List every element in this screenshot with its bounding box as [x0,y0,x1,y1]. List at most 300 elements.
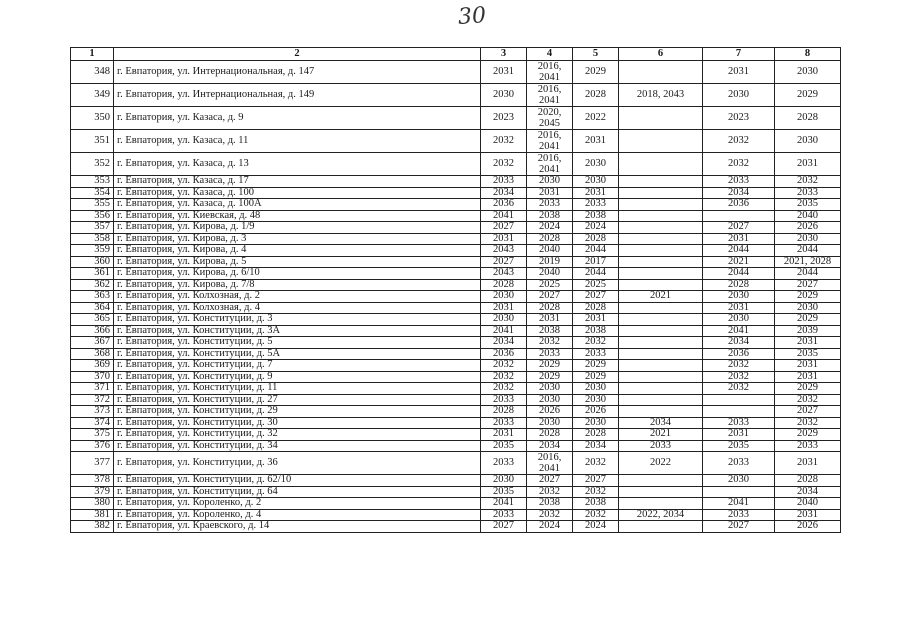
row-number-cell: 363 [71,291,114,303]
schedule-table [70,47,841,533]
year-cell: 2032 [481,153,527,176]
year-cell [619,394,703,406]
year-cell: 2031 [527,314,573,326]
address-cell: г. Евпатория, ул. Конституции, д. 3А [114,325,481,337]
year-cell: 2032 [481,130,527,153]
year-cell: 2031 [573,314,619,326]
year-cell: 2029 [527,360,573,372]
row-number-cell: 350 [71,107,114,130]
address-cell: г. Евпатория, ул. Колхозная, д. 2 [114,291,481,303]
year-cell: 2022 [619,452,703,475]
year-cell: 2031 [703,233,775,245]
table-row [71,176,841,188]
year-cell: 2038 [527,325,573,337]
header-cell: 2 [114,48,481,61]
table-row [71,107,841,130]
table-row [71,256,841,268]
table-row [71,233,841,245]
address-cell: г. Евпатория, ул. Киевская, д. 48 [114,210,481,222]
year-cell: 2038 [573,325,619,337]
year-cell [703,406,775,418]
year-cell: 2044 [703,268,775,280]
year-cell: 2027 [775,406,841,418]
address-cell: г. Евпатория, ул. Интернациональная, д. 149 [114,84,481,107]
address-cell: г. Евпатория, ул. Конституции, д. 3 [114,314,481,326]
year-cell: 2032 [481,383,527,395]
year-cell: 2030 [775,233,841,245]
year-cell: 2028 [573,302,619,314]
year-cell [619,130,703,153]
year-cell [619,314,703,326]
year-cell: 2035 [481,440,527,452]
year-cell: 2036 [481,348,527,360]
year-cell: 2033 [703,452,775,475]
year-cell: 2031 [703,302,775,314]
year-cell: 2027 [481,222,527,234]
year-cell: 2021, 2028 [775,256,841,268]
year-cell [619,153,703,176]
year-cell: 2030 [527,417,573,429]
year-cell: 2022, 2034 [619,509,703,521]
year-cell: 2034 [775,486,841,498]
table-row [71,222,841,234]
table-row [71,187,841,199]
year-cell: 2033 [481,176,527,188]
year-cell: 2029 [527,371,573,383]
header-cell: 1 [71,48,114,61]
year-cell: 2033 [703,417,775,429]
row-number-cell: 356 [71,210,114,222]
year-cell: 2031 [527,187,573,199]
address-cell: г. Евпатория, ул. Конституции, д. 32 [114,429,481,441]
year-cell: 2033 [481,509,527,521]
address-cell: г. Евпатория, ул. Казаса, д. 100А [114,199,481,211]
year-cell [619,337,703,349]
address-cell: г. Евпатория, ул. Казаса, д. 11 [114,130,481,153]
year-cell: 2031 [775,360,841,372]
row-number-cell: 376 [71,440,114,452]
year-cell: 2016, 2041 [527,130,573,153]
address-cell: г. Евпатория, ул. Кирова, д. 3 [114,233,481,245]
year-cell: 2034 [573,440,619,452]
table-row [71,394,841,406]
year-cell: 2027 [703,521,775,533]
table-body [71,61,841,533]
year-cell: 2027 [527,475,573,487]
year-cell: 2028 [527,233,573,245]
year-cell [619,210,703,222]
table-row [71,268,841,280]
year-cell [619,268,703,280]
year-cell [703,210,775,222]
year-cell: 2031 [775,452,841,475]
year-cell: 2023 [481,107,527,130]
page-number: 30 [457,3,487,30]
header-cell: 7 [703,48,775,61]
row-number-cell: 378 [71,475,114,487]
year-cell: 2024 [573,222,619,234]
address-cell: г. Евпатория, ул. Кирова, д. 7/8 [114,279,481,291]
year-cell: 2031 [775,337,841,349]
table-row [71,371,841,383]
address-cell: г. Евпатория, ул. Короленко, д. 4 [114,509,481,521]
row-number-cell: 365 [71,314,114,326]
year-cell: 2034 [619,417,703,429]
year-cell: 2044 [573,245,619,257]
year-cell: 2034 [703,187,775,199]
year-cell: 2032 [703,153,775,176]
year-cell: 2043 [481,268,527,280]
table-row [71,130,841,153]
row-number-cell: 355 [71,199,114,211]
address-cell: г. Евпатория, ул. Конституции, д. 27 [114,394,481,406]
header-cell: 6 [619,48,703,61]
year-cell: 2041 [481,210,527,222]
year-cell: 2031 [775,509,841,521]
year-cell: 2035 [775,199,841,211]
address-cell: г. Евпатория, ул. Кирова, д. 4 [114,245,481,257]
year-cell: 2028 [573,429,619,441]
table-row [71,302,841,314]
year-cell: 2031 [481,233,527,245]
year-cell: 2027 [775,279,841,291]
table-row [71,406,841,418]
year-cell: 2030 [573,417,619,429]
year-cell: 2038 [573,498,619,510]
row-number-cell: 360 [71,256,114,268]
year-cell: 2030 [703,291,775,303]
year-cell: 2041 [481,498,527,510]
year-cell: 2031 [481,302,527,314]
address-cell: г. Евпатория, ул. Казаса, д. 17 [114,176,481,188]
row-number-cell: 373 [71,406,114,418]
table-row [71,348,841,360]
year-cell [619,222,703,234]
year-cell: 2021 [619,429,703,441]
year-cell: 2016, 2041 [527,153,573,176]
year-cell: 2029 [775,84,841,107]
table-row [71,199,841,211]
year-cell [619,199,703,211]
year-cell: 2032 [573,509,619,521]
row-number-cell: 359 [71,245,114,257]
table-row [71,153,841,176]
year-cell: 2029 [573,360,619,372]
year-cell [619,176,703,188]
year-cell: 2032 [775,176,841,188]
row-number-cell: 377 [71,452,114,475]
year-cell [619,245,703,257]
year-cell: 2026 [527,406,573,418]
table-row [71,279,841,291]
year-cell: 2031 [703,61,775,84]
row-number-cell: 352 [71,153,114,176]
address-cell: г. Евпатория, ул. Конституции, д. 29 [114,406,481,418]
year-cell: 2030 [527,394,573,406]
year-cell: 2039 [775,325,841,337]
year-cell: 2044 [775,268,841,280]
address-cell: г. Евпатория, ул. Кирова, д. 1/9 [114,222,481,234]
year-cell: 2022 [573,107,619,130]
year-cell: 2040 [775,498,841,510]
year-cell [619,498,703,510]
year-cell: 2032 [775,394,841,406]
year-cell: 2030 [481,291,527,303]
year-cell: 2028 [527,429,573,441]
year-cell: 2032 [775,417,841,429]
year-cell: 2030 [573,394,619,406]
year-cell: 2028 [573,233,619,245]
row-number-cell: 366 [71,325,114,337]
row-number-cell: 375 [71,429,114,441]
address-cell: г. Евпатория, ул. Конституции, д. 64 [114,486,481,498]
year-cell: 2023 [703,107,775,130]
year-cell [619,521,703,533]
year-cell: 2028 [527,302,573,314]
row-number-cell: 369 [71,360,114,372]
year-cell: 2029 [775,383,841,395]
year-cell: 2033 [775,440,841,452]
year-cell: 2044 [573,268,619,280]
year-cell: 2029 [573,371,619,383]
header-cell: 8 [775,48,841,61]
year-cell: 2038 [527,498,573,510]
row-number-cell: 362 [71,279,114,291]
row-number-cell: 348 [71,61,114,84]
year-cell: 2029 [775,314,841,326]
table-row [71,360,841,372]
table-row [71,325,841,337]
year-cell: 2036 [481,199,527,211]
year-cell: 2021 [703,256,775,268]
year-cell: 2035 [775,348,841,360]
year-cell: 2031 [573,130,619,153]
year-cell [619,302,703,314]
header-cell: 5 [573,48,619,61]
year-cell: 2017 [573,256,619,268]
row-number-cell: 353 [71,176,114,188]
address-cell: г. Евпатория, ул. Казаса, д. 13 [114,153,481,176]
year-cell: 2030 [703,475,775,487]
address-cell: г. Евпатория, ул. Конституции, д. 11 [114,383,481,395]
table-row [71,452,841,475]
year-cell: 2027 [481,256,527,268]
row-number-cell: 370 [71,371,114,383]
year-cell: 2019 [527,256,573,268]
address-cell: г. Евпатория, ул. Кирова, д. 5 [114,256,481,268]
year-cell: 2040 [527,268,573,280]
year-cell: 2030 [703,314,775,326]
year-cell: 2018, 2043 [619,84,703,107]
table-row [71,291,841,303]
year-cell: 2040 [527,245,573,257]
table-row [71,314,841,326]
year-cell: 2027 [703,222,775,234]
year-cell: 2027 [481,521,527,533]
address-cell: г. Евпатория, ул. Конституции, д. 9 [114,371,481,383]
year-cell: 2016, 2041 [527,84,573,107]
row-number-cell: 368 [71,348,114,360]
year-cell [619,233,703,245]
year-cell: 2028 [481,279,527,291]
address-cell: г. Евпатория, ул. Казаса, д. 100 [114,187,481,199]
address-cell: г. Евпатория, ул. Конституции, д. 5 [114,337,481,349]
address-cell: г. Евпатория, ул. Конституции, д. 5А [114,348,481,360]
year-cell: 2032 [481,371,527,383]
year-cell: 2031 [703,429,775,441]
table-row [71,61,841,84]
row-number-cell: 380 [71,498,114,510]
table-row [71,84,841,107]
year-cell: 2033 [703,176,775,188]
year-cell [619,187,703,199]
year-cell: 2035 [481,486,527,498]
header-row [71,48,841,61]
address-cell: г. Евпатория, ул. Конституции, д. 30 [114,417,481,429]
address-cell: г. Евпатория, ул. Интернациональная, д. 147 [114,61,481,84]
year-cell: 2024 [527,521,573,533]
year-cell: 2026 [775,222,841,234]
address-cell: г. Евпатория, ул. Конституции, д. 7 [114,360,481,372]
year-cell: 2030 [527,176,573,188]
year-cell: 2028 [481,406,527,418]
table-row [71,475,841,487]
year-cell: 2028 [775,475,841,487]
year-cell: 2025 [527,279,573,291]
year-cell: 2034 [703,337,775,349]
table-row [71,509,841,521]
year-cell: 2027 [573,291,619,303]
year-cell [619,256,703,268]
address-cell: г. Евпатория, ул. Казаса, д. 9 [114,107,481,130]
year-cell: 2031 [775,371,841,383]
year-cell: 2030 [527,383,573,395]
year-cell [619,371,703,383]
year-cell: 2029 [573,61,619,84]
year-cell: 2031 [573,187,619,199]
year-cell: 2021 [619,291,703,303]
year-cell: 2027 [527,291,573,303]
year-cell: 2031 [775,153,841,176]
row-number-cell: 349 [71,84,114,107]
year-cell: 2038 [527,210,573,222]
year-cell: 2025 [573,279,619,291]
table-row [71,337,841,349]
row-number-cell: 351 [71,130,114,153]
row-number-cell: 357 [71,222,114,234]
year-cell: 2020, 2045 [527,107,573,130]
row-number-cell: 382 [71,521,114,533]
year-cell: 2033 [619,440,703,452]
table-row [71,210,841,222]
year-cell: 2032 [573,452,619,475]
year-cell: 2036 [703,348,775,360]
address-cell: г. Евпатория, ул. Конституции, д. 62/10 [114,475,481,487]
year-cell: 2033 [703,509,775,521]
year-cell: 2035 [703,440,775,452]
year-cell: 2034 [481,187,527,199]
year-cell: 2028 [703,279,775,291]
header-cell: 4 [527,48,573,61]
address-cell: г. Евпатория, ул. Кирова, д. 6/10 [114,268,481,280]
year-cell: 2030 [573,383,619,395]
address-cell: г. Евпатория, ул. Краевского, д. 14 [114,521,481,533]
year-cell: 2030 [481,84,527,107]
year-cell: 2030 [573,176,619,188]
header-cell: 3 [481,48,527,61]
table-row [71,440,841,452]
table-row [71,521,841,533]
year-cell: 2029 [775,291,841,303]
table-row [71,245,841,257]
year-cell: 2032 [573,486,619,498]
year-cell: 2028 [573,84,619,107]
year-cell [619,348,703,360]
year-cell [619,325,703,337]
year-cell: 2026 [775,521,841,533]
table-row [71,498,841,510]
year-cell: 2044 [775,245,841,257]
year-cell: 2032 [527,509,573,521]
year-cell: 2033 [481,394,527,406]
year-cell: 2030 [775,130,841,153]
address-cell: г. Евпатория, ул. Конституции, д. 36 [114,452,481,475]
year-cell: 2028 [775,107,841,130]
year-cell: 2030 [775,61,841,84]
year-cell [619,475,703,487]
year-cell [619,61,703,84]
row-number-cell: 358 [71,233,114,245]
year-cell: 2030 [573,153,619,176]
year-cell: 2043 [481,245,527,257]
address-cell: г. Евпатория, ул. Конституции, д. 34 [114,440,481,452]
year-cell [619,279,703,291]
year-cell: 2016, 2041 [527,452,573,475]
year-cell: 2033 [573,199,619,211]
row-number-cell: 372 [71,394,114,406]
year-cell [619,486,703,498]
year-cell: 2032 [703,371,775,383]
address-cell: г. Евпатория, ул. Короленко, д. 2 [114,498,481,510]
year-cell [619,107,703,130]
table-row [71,486,841,498]
year-cell: 2040 [775,210,841,222]
year-cell: 2033 [481,452,527,475]
year-cell: 2030 [703,84,775,107]
year-cell: 2034 [481,337,527,349]
year-cell: 2041 [703,325,775,337]
row-number-cell: 374 [71,417,114,429]
year-cell: 2024 [527,222,573,234]
year-cell: 2031 [481,429,527,441]
year-cell: 2030 [775,302,841,314]
year-cell: 2034 [527,440,573,452]
year-cell: 2032 [703,360,775,372]
year-cell: 2024 [573,521,619,533]
address-cell: г. Евпатория, ул. Колхозная, д. 4 [114,302,481,314]
year-cell: 2041 [481,325,527,337]
year-cell: 2033 [775,187,841,199]
row-number-cell: 354 [71,187,114,199]
row-number-cell: 371 [71,383,114,395]
year-cell: 2026 [573,406,619,418]
year-cell: 2030 [481,314,527,326]
year-cell: 2032 [481,360,527,372]
year-cell: 2016, 2041 [527,61,573,84]
year-cell: 2032 [703,130,775,153]
year-cell: 2030 [481,475,527,487]
table-row [71,417,841,429]
